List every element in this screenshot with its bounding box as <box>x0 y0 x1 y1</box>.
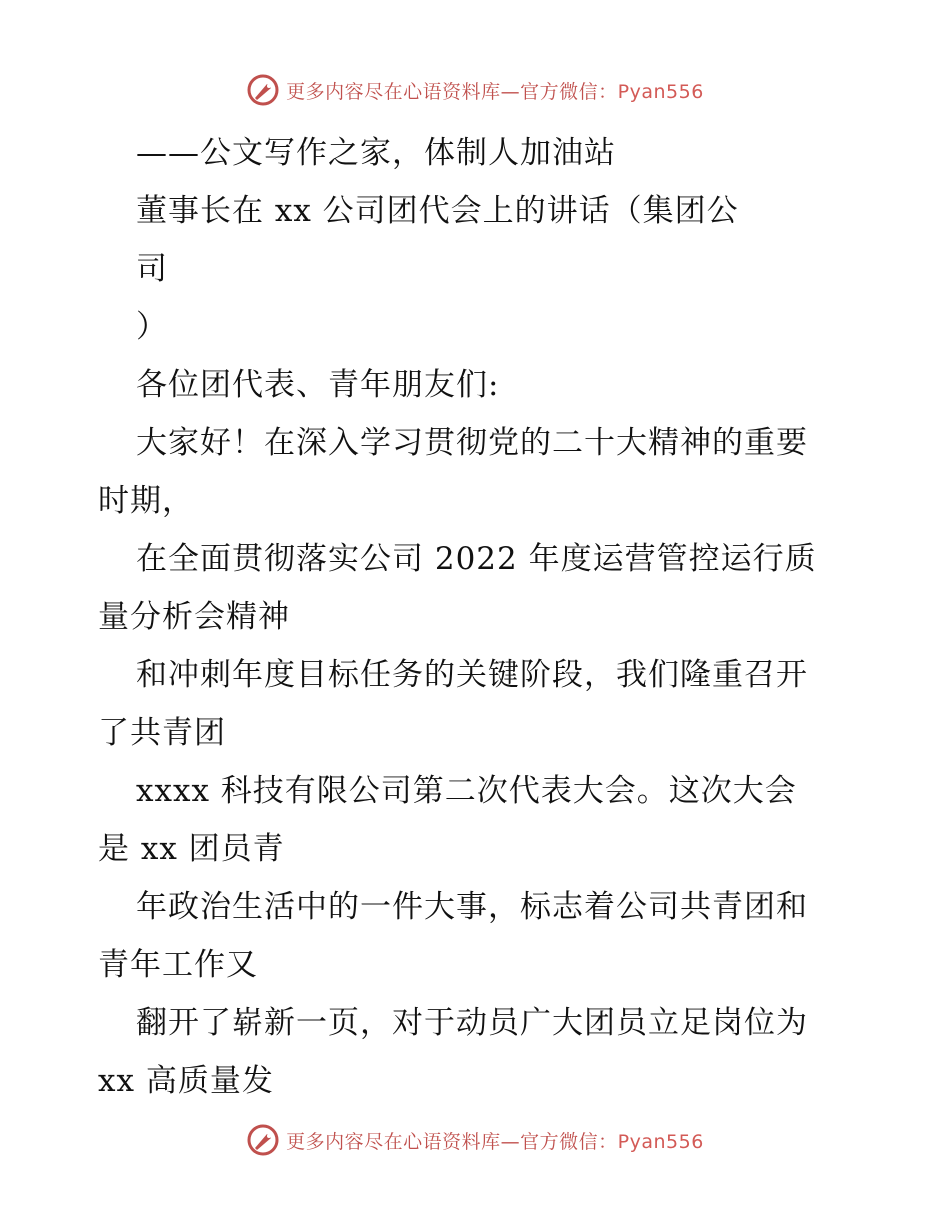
text-line: 量分析会精神 <box>98 599 290 635</box>
footer-banner <box>0 1120 950 1160</box>
banner-text <box>286 77 704 104</box>
banner-text <box>286 1127 704 1154</box>
text-line: 大家好！在深入学习贯彻党的二十大精神的重要 <box>136 425 808 461</box>
text-line: 董事长在 xx 公司团代会上的讲话（集团公 <box>136 193 739 229</box>
text-line: 年政治生活中的一件大事，标志着公司共青团和 <box>136 889 808 925</box>
text-line: 各位团代表、青年朋友们: <box>136 367 500 403</box>
text-line: ——公文写作之家，体制人加油站 <box>136 135 616 171</box>
document-body <box>98 124 858 1110</box>
text-line: 翻开了崭新一页，对于动员广大团员立足岗位为 <box>136 1005 808 1041</box>
banner-label: 更多内容尽在心语资料库—官方微信： <box>286 80 618 103</box>
text-line: xx 高质量发 <box>98 1063 274 1099</box>
banner-wechat-id: Pyan556 <box>617 1130 704 1153</box>
pen-nib-logo-icon <box>246 73 280 107</box>
text-line: 是 xx 团员青 <box>98 831 285 867</box>
header-banner <box>0 70 950 110</box>
text-line: 在全面贯彻落实公司 2022 年度运营管控运行质 <box>136 541 817 577</box>
pen-nib-logo-icon <box>246 1123 280 1157</box>
text-line: ） <box>136 309 168 345</box>
text-line: 时期， <box>98 483 194 519</box>
banner-label: 更多内容尽在心语资料库—官方微信： <box>286 1130 618 1153</box>
text-line: 了共青团 <box>98 715 226 751</box>
text-line: 司 <box>136 251 168 287</box>
banner-wechat-id: Pyan556 <box>617 80 704 103</box>
text-line: xxxx 科技有限公司第二次代表大会。这次大会 <box>136 773 797 809</box>
text-line: 青年工作又 <box>98 947 258 983</box>
text-line: 和冲刺年度目标任务的关键阶段，我们隆重召开 <box>136 657 808 693</box>
